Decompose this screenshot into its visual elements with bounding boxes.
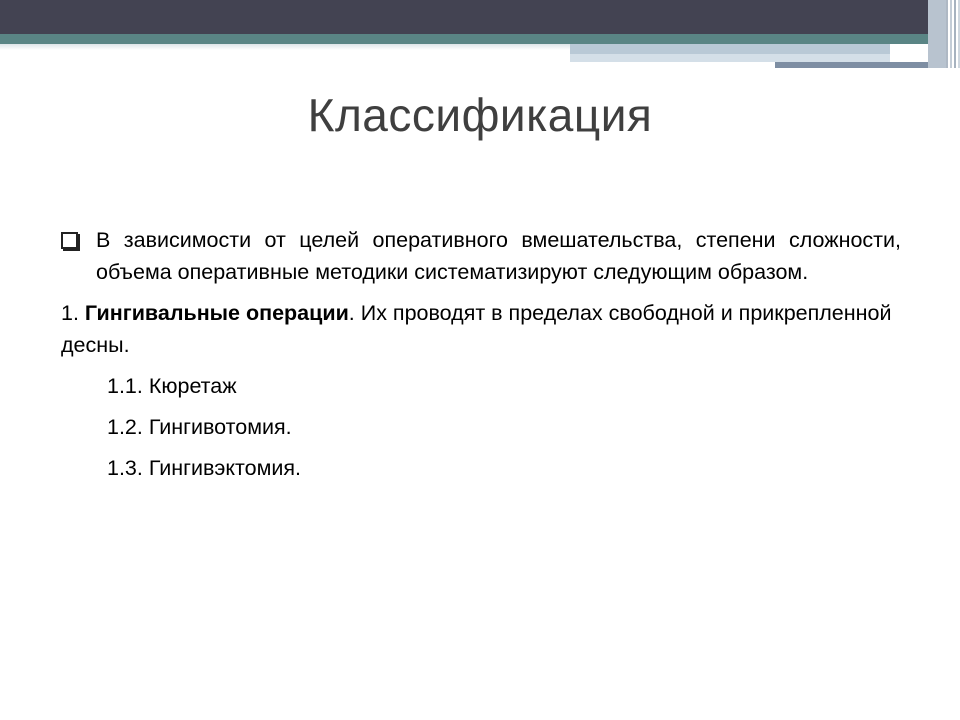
header-band-dark	[0, 0, 940, 34]
numbered-item	[61, 297, 901, 361]
slide-title: Классификация	[307, 89, 653, 141]
header-accent-bar	[570, 54, 890, 62]
header-band-teal	[0, 34, 940, 44]
header-side-block	[928, 0, 946, 68]
bullet-item	[61, 224, 901, 288]
bullet-text: В зависимости от целей оперативного вмешательства, степени сложности, объема оперативные методики систематизируют следующим образом.	[96, 228, 901, 284]
sub-item: 1.3. Гингивэктомия.	[107, 456, 302, 480]
sub-item: 1.1. Кюретаж	[107, 374, 237, 398]
sub-item: 1.2. Гингивотомия.	[107, 415, 292, 439]
header-stripe	[946, 0, 948, 68]
header-stripe	[954, 0, 956, 68]
item-number: 1.	[61, 301, 85, 325]
header-shadow	[0, 44, 570, 50]
checkbox-bullet-icon	[61, 232, 78, 249]
header-stripe	[950, 0, 952, 68]
slide-body	[61, 224, 901, 484]
header-accent-bar	[570, 44, 890, 54]
item-text: . Их проводят в пределах свободной и прикрепленной десны.	[61, 301, 892, 357]
item-heading: Гингивальные операции	[84, 301, 349, 325]
header-accent-bar	[775, 62, 945, 68]
